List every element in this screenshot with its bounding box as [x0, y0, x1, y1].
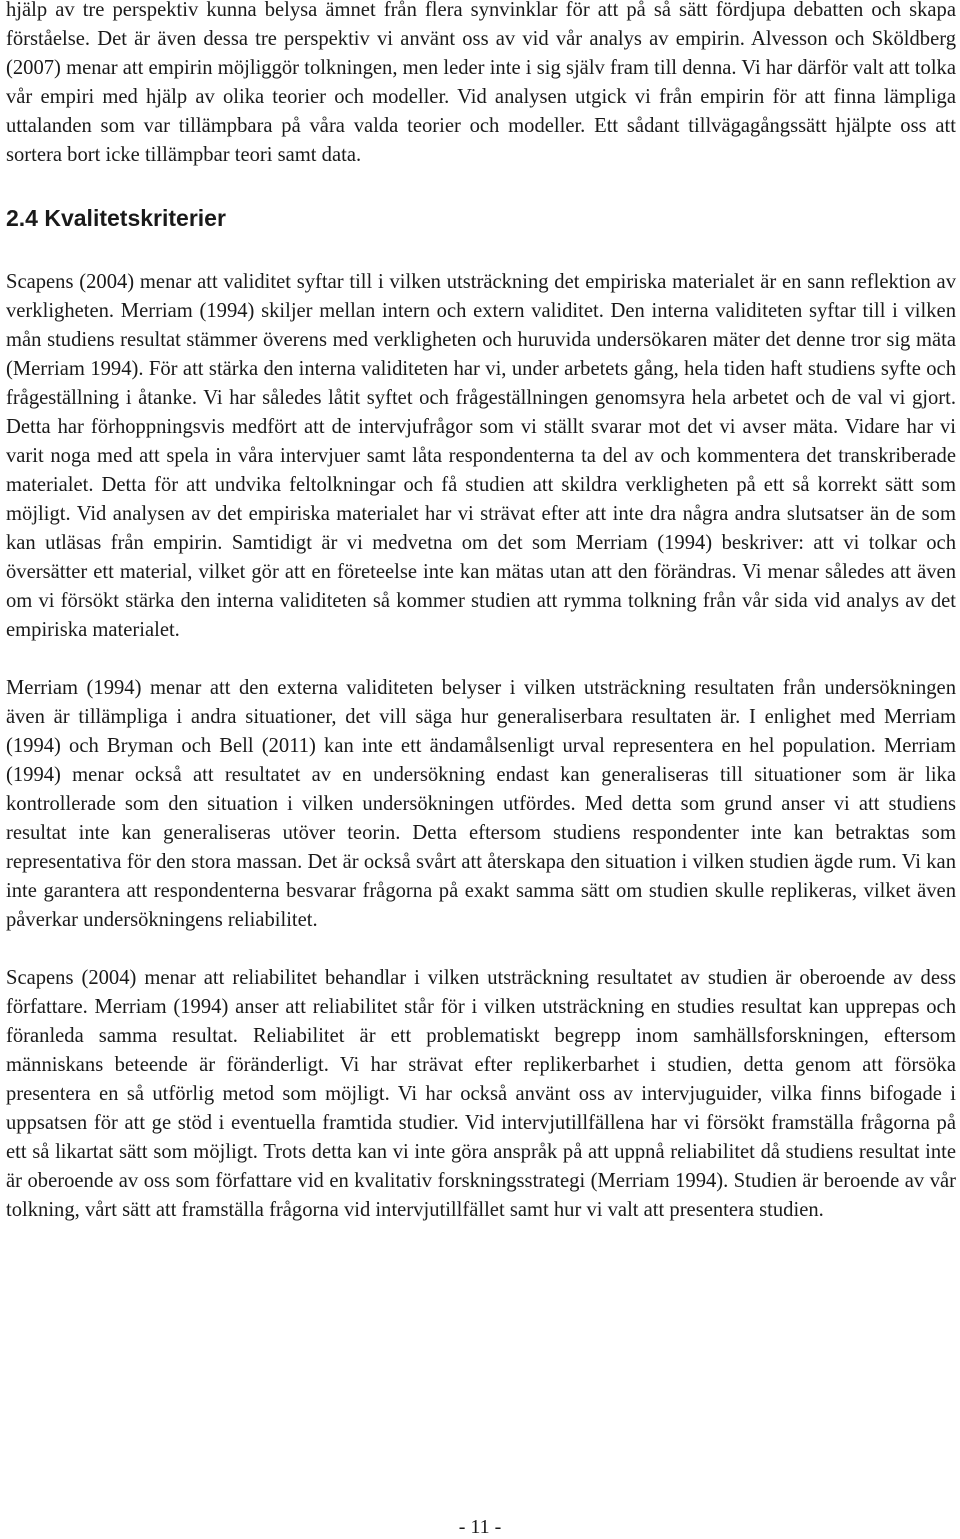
validity-paragraph: Scapens (2004) menar att validitet syftar till i vilken utsträckning det empiriska materialet är en sann reflektion av verkligheten. Merriam (1994) skiljer mellan intern och extern validitet. Den interna validiteten syftar till i vilken mån studiens resultat stämmer överens med verkligheten och huruvida undersökaren mäter det denne tror sig mäta (Merriam 1994). För att stärka den interna validiteten har vi, under arbetets gång, hela tiden haft studiens syfte och frågeställning i åtanke. Vi har således låtit syftet och frågeställningen genomsyra hela arbetet och de val vi gjort. Detta har förhoppningsvis medfört att de intervjufrågor som vi ställt svarar mot det vi avser mäta. Vidare har vi varit noga med att spela in våra intervjuer samt låta respondenterna ta del av och kommentera det transkriberade materialet. Detta för att undvika feltolkningar och få studien att skildra verkligheten på ett så korrekt sätt som möjligt. Vid analysen av det empiriska materialet har vi strävat efter att inte dra några andra slutsatser än de som kan utläsas från empirin. Samtidigt är vi medvetna om det som Merriam (1994) beskriver: att vi tolkar och översätter ett material, vilket gör att en företeelse inte kan mätas utan att den förändras. Vi menar således att även om vi försökt stärka den interna validiteten så kommer studien att rymma tolkning från vår sida vid analys av det empiriska materialet. — [6, 271, 956, 641]
intro-paragraph: hjälp av tre perspektiv kunna belysa ämnet från flera synvinklar för att på så sätt fördjupa debatten och skapa förståelse. Det är även dessa tre perspektiv vi använt oss av vid vår analys av empirin. Alvesson och Sköldberg (2007) menar att empirin möjliggör tolkningen, men leder inte i sig själv fram till denna. Vi har därför valt att tolka vår empiri med hjälp av olika teorier och modeller. Vid analysen utgick vi från empirin för att finna lämpliga uttalanden som var tillämpbara på våra valda teorier och modeller. Ett sådant tillvägagångssätt hjälpte oss att sortera bort icke tillämpbar teori samt data. — [6, 0, 956, 166]
reliability-paragraph: Scapens (2004) menar att reliabilitet behandlar i vilken utsträckning resultatet av studien är oberoende av dess författare. Merriam (1994) anser att reliabilitet står för i vilken utsträckning en studies resultat kan upprepas och föranleda samma resultat. Reliabilitet är ett problematiskt begrepp inom samhällsforskningen, eftersom människans beteende är föränderligt. Vi har strävat efter replikerbarhet i studien, detta genom att försöka presentera en så utförlig metod som möjligt. Vi har också använt oss av intervjuguider, vilka finns bifogade i uppsatsen för att ge stöd i eventuella framtida studier. Vid intervjutillfällena har vi försökt framställa frågorna på ett så likartat sätt som möjligt. Trots detta kan vi inte göra anspråk på att uppnå reliabilitet då studiens resultat inte är oberoende av oss som författare vid en kvalitativ forskningsstrategi (Merriam 1994). Studien är beroende av vår tolkning, vårt sätt att framställa frågorna vid intervjutillfället samt hur vi valt att presentera studien. — [6, 967, 956, 1221]
external-validity-paragraph: Merriam (1994) menar att den externa validiteten belyser i vilken utsträckning resultaten från undersökningen även är tillämpliga i andra situationer, det vill säga hur generaliserbara resultaten är. I enlighet med Merriam (1994) och Bryman och Bell (2011) kan inte ett ändamålsenligt urval representera en hel population. Merriam (1994) menar också att resultatet av en undersökning endast kan generaliseras till situationer som är lika kontrollerade som den situation i vilken undersökningen utfördes. Med detta som grund anser vi att studiens resultat inte kan generaliseras utöver teorin. Detta eftersom studiens respondenter inte kan betraktas som representativa för den stora massan. Det är också svårt att återskapa den situation i vilken studien ägde rum. Vi kan inte garantera att respondenterna besvarar frågorna på exakt samma sätt om studien skulle replikeras, vilket även påverkar undersökningens reliabilitet. — [6, 677, 956, 931]
page-number: - 11 - — [458, 1516, 502, 1538]
section-heading: 2.4 Kvalitetskriterier — [6, 205, 226, 231]
document-page — [6, 0, 956, 1225]
